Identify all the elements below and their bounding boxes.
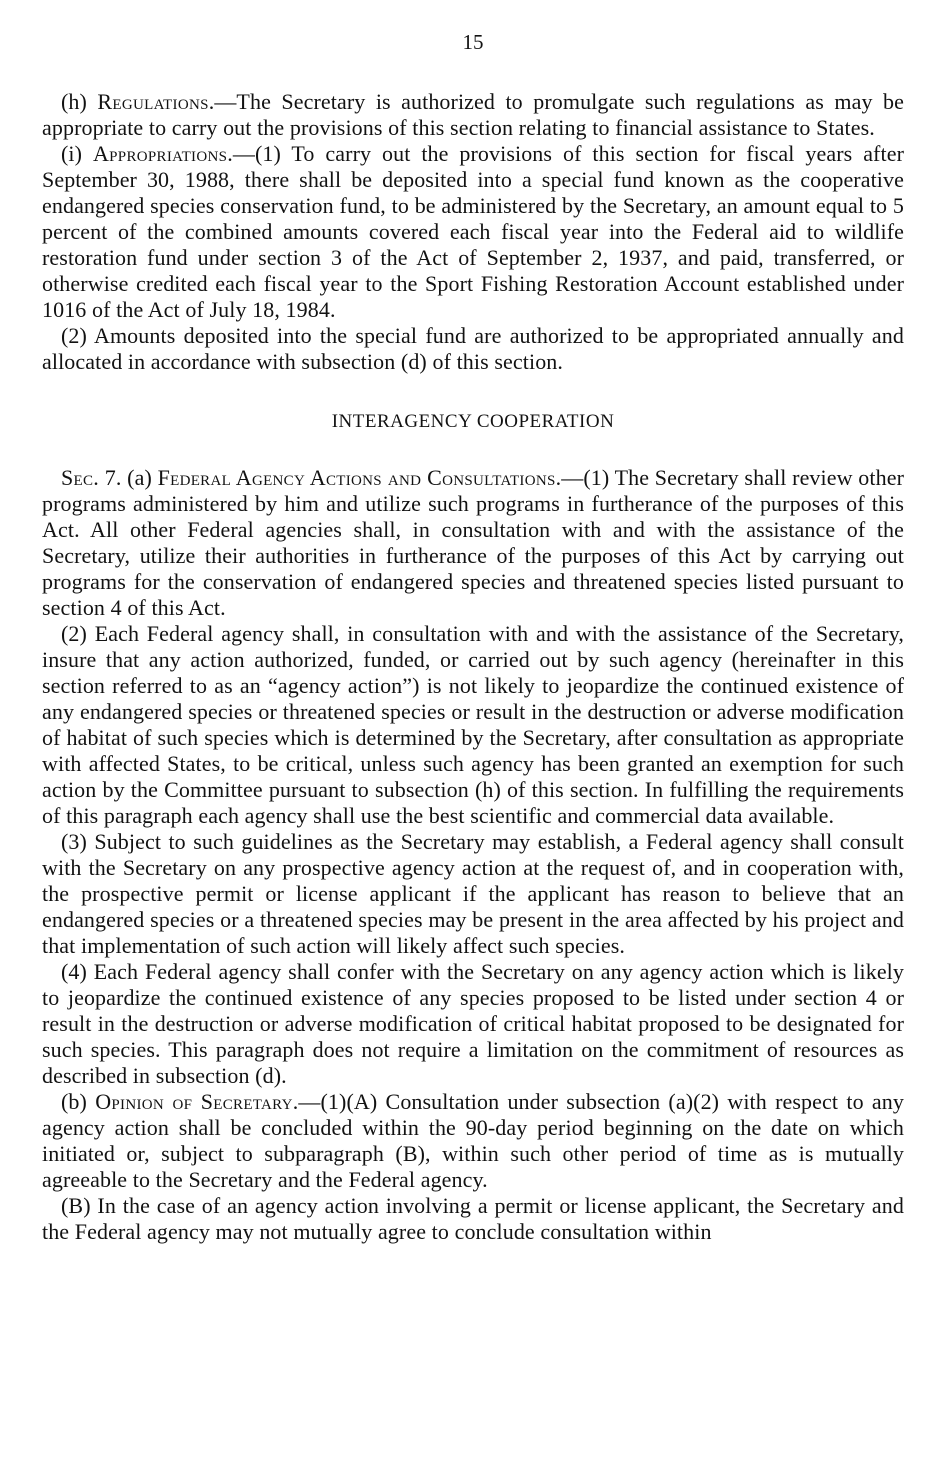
paragraph [42,323,904,375]
text-run: (i) [61,141,93,166]
text-run: (h) [61,89,98,114]
text-run: (3) Subject to such guidelines as the Secretary may establish, a Federal agency shall consult with the Secretary on any prospective agency action at the request of, and in cooperation with, the prospective permit or license applicant if the applicant has reason to believe that an endangered species or a threatened species may be present in the area affected by his project and that implementation of such action will likely affect such species. [42,829,904,958]
section-before-heading [42,89,904,375]
text-run: (B) In the case of an agency action involving a permit or license applicant, the Secretary and the Federal agency may not mutually agree to conclude consultation within [42,1193,904,1244]
paragraph [42,465,904,621]
text-run: .—(1) To carry out the provisions of this section for fiscal years after September 30, 1988, there shall be deposited into a special fund known as the cooperative endangered species conservation fund, to be administered by the Secretary, an amount equal to 5 percent of the combined amounts covered each fiscal year into the Federal aid to wildlife restoration fund under section 3 of the Act of September 2, 1937, and paid, transferred, or otherwise credited each fiscal year to the Sport Fishing Restoration Account established under 1016 of the Act of July 18, 1984. [42,141,904,322]
text-run: (b) [61,1089,96,1114]
smallcaps-run: Regulations [97,89,209,114]
section-after-heading [42,465,904,1245]
smallcaps-run: Opinion of Secretary [95,1089,293,1114]
text-run: 7. (a) [99,465,158,490]
smallcaps-run: Appropriations [92,141,228,166]
smallcaps-run: Sec. [61,465,100,490]
text-run: (4) Each Federal agency shall confer with the Secretary on any agency action which is likely to jeopardize the continued existence of any species proposed to be listed under section 4 or result in the destruction or adverse modification of critical habitat proposed to be designated for such species. This paragraph does not require a limitation on the commitment of resources as described in subsection (d). [42,959,904,1088]
page-number: 15 [462,30,484,54]
text-run: .—The Secretary is authorized to promulgate such regulations as may be appropriate to carry out the provisions of this section relating to financial assistance to States. [42,89,904,140]
text-run: (2) Amounts deposited into the special fund are authorized to be appropriated annually and allocated in accordance with subsection (d) of this section. [42,323,904,374]
paragraph [42,141,904,323]
paragraph [42,1089,904,1193]
paragraph [42,1193,904,1245]
text-run: (2) Each Federal agency shall, in consultation with and with the assistance of the Secretary, insure that any action authorized, funded, or carried out by such agency (hereinafter in this section referred to as an “agency action”) is not likely to jeopardize the continued existence of any endangered species or threatened species or result in the destruction or adverse modification of habitat of such species which is determined by the Secretary, after consultation as appropriate with affected States, to be critical, unless such agency has been granted an exemption for such action by the Committee pursuant to subsection (h) of this section. In fulfilling the requirements of this paragraph each agency shall use the best scientific and commercial data available. [42,621,904,828]
paragraph [42,959,904,1089]
text-run: .—(1) The Secretary shall review other programs administered by him and utilize such programs in furtherance of the purposes of this Act. All other Federal agencies shall, in consultation with and with the assistance of the Secretary, utilize their authorities in furtherance of the purposes of this Act by carrying out programs for the conservation of endangered species and threatened species listed pursuant to section 4 of this Act. [42,465,904,620]
paragraph [42,621,904,829]
document-body [42,89,904,1245]
paragraph [42,89,904,141]
section-heading: INTERAGENCY COOPERATION [331,411,615,432]
smallcaps-run: Federal Agency Actions and Consultations [157,465,556,490]
text-run: .—(1)(A) Consultation under subsection (a)(2) with respect to any agency action shall be concluded within the 90-day period beginning on the date on which initiated or, subject to subparagraph (B), within such other period of time as is mutually agreeable to the Secretary and the Federal agency. [42,1089,904,1192]
paragraph [42,829,904,959]
